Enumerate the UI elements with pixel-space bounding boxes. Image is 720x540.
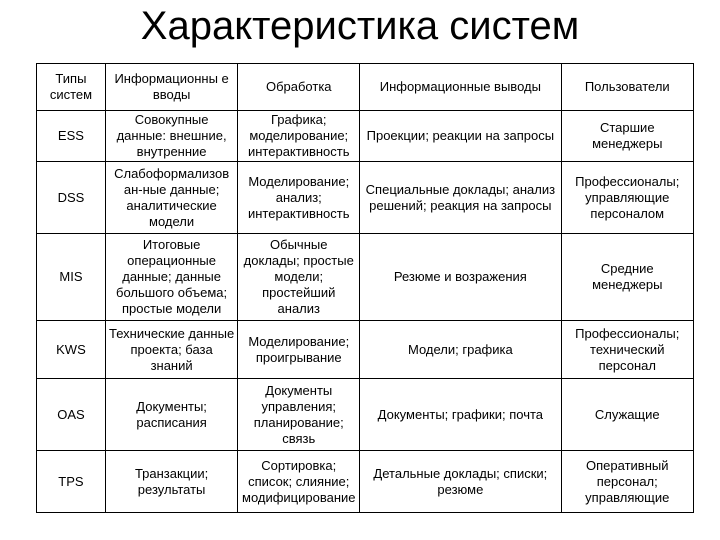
page-title: Характеристика систем (140, 4, 580, 48)
cell-outputs: Специальные доклады; анализ решений; реакция на запросы (360, 162, 561, 234)
cell-outputs: Модели; графика (360, 321, 561, 379)
cell-processing: Документы управления; планирование; связь (238, 379, 360, 451)
cell-processing: Графика; моделирование; интерактивность (238, 111, 360, 162)
cell-inputs: Слабоформализов ан-ные данные; аналитические модели (105, 162, 237, 234)
cell-processing: Обычные доклады; простые модели; простейший анализ (238, 234, 360, 321)
cell-users: Средние менеджеры (561, 234, 693, 321)
cell-system-type: KWS (37, 321, 106, 379)
cell-processing: Моделирование; проигрывание (238, 321, 360, 379)
cell-processing: Сортировка; список; слияние; модифицирование (238, 451, 360, 513)
cell-outputs: Резюме и возражения (360, 234, 561, 321)
cell-system-type: OAS (37, 379, 106, 451)
cell-outputs: Документы; графики; почта (360, 379, 561, 451)
table-row (37, 162, 694, 234)
header-users: Пользователи (561, 64, 693, 111)
table-row (37, 111, 694, 162)
cell-inputs: Совокупные данные: внешние, внутренние (105, 111, 237, 162)
cell-inputs: Документы; расписания (105, 379, 237, 451)
table-header-row (37, 64, 694, 111)
cell-users: Оперативный персонал; управляющие (561, 451, 693, 513)
header-system-types: Типы систем (37, 64, 106, 111)
cell-users: Профессионалы; управляющие персоналом (561, 162, 693, 234)
cell-inputs: Транзакции; результаты (105, 451, 237, 513)
cell-processing: Моделирование; анализ; интерактивность (238, 162, 360, 234)
cell-outputs: Детальные доклады; списки; резюме (360, 451, 561, 513)
cell-inputs: Технические данные проекта; база знаний (105, 321, 237, 379)
table-row (37, 321, 694, 379)
header-information-outputs: Информационные выводы (360, 64, 561, 111)
header-processing: Обработка (238, 64, 360, 111)
cell-system-type: ESS (37, 111, 106, 162)
table-row (37, 234, 694, 321)
cell-users: Профессионалы; технический персонал (561, 321, 693, 379)
cell-system-type: DSS (37, 162, 106, 234)
cell-system-type: TPS (37, 451, 106, 513)
cell-system-type: MIS (37, 234, 106, 321)
systems-table (36, 63, 694, 513)
cell-outputs: Проекции; реакции на запросы (360, 111, 561, 162)
cell-users: Старшие менеджеры (561, 111, 693, 162)
table-row (37, 379, 694, 451)
header-information-inputs: Информационны е вводы (105, 64, 237, 111)
table-row (37, 451, 694, 513)
cell-users: Служащие (561, 379, 693, 451)
cell-inputs: Итоговые операционные данные; данные большого объема; простые модели (105, 234, 237, 321)
